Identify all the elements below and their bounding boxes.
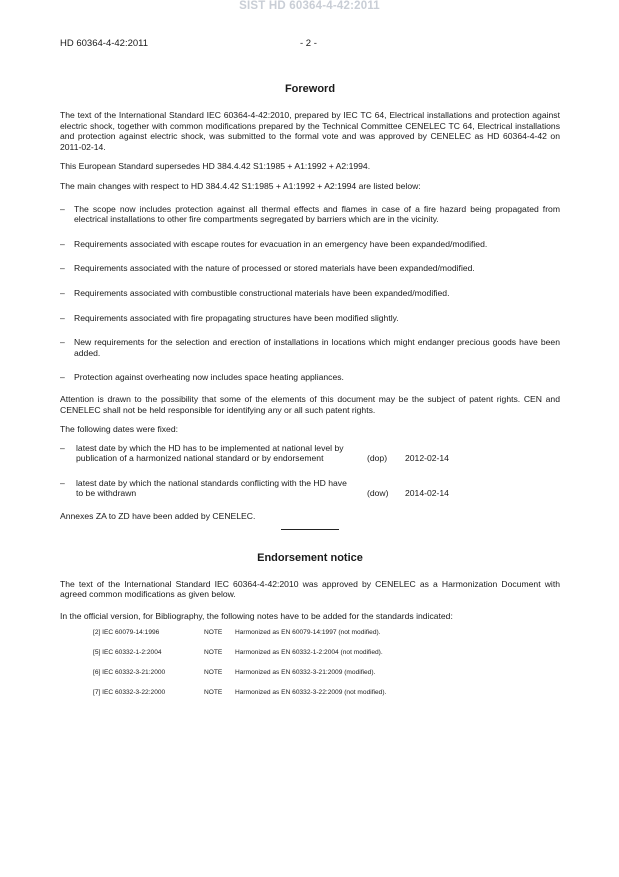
dash-bullet: – — [60, 442, 65, 453]
note-row — [60, 689, 560, 709]
list-item-text: Requirements associated with combustible constructional materials have been expanded/modified. — [74, 287, 450, 298]
list-item-text: New requirements for the selection and erection of installations in locations which might endanger precious goods have been added. — [74, 337, 560, 358]
foreword-title: Foreword — [284, 83, 336, 95]
foreword-paragraph-3: The main changes with respect to HD 384.4.42 S1:1985 + A1:1992 + A2:1994 are listed below: — [60, 180, 421, 191]
date-code: (dop) — [367, 453, 388, 464]
endorsement-title: Endorsement notice — [257, 551, 363, 564]
note-reference: [6] IEC 60332-3-21:2000 — [93, 669, 166, 677]
note-row — [60, 669, 560, 689]
dates-list — [60, 443, 560, 499]
date-value: 2014-02-14 — [405, 488, 449, 499]
note-text: Harmonized as EN 60332-3-21:2009 (modified). — [235, 669, 376, 677]
list-item — [60, 288, 560, 299]
list-item — [60, 239, 560, 250]
date-row-dow — [60, 478, 560, 499]
header-doc-id: HD 60364-4-42:2011 — [60, 38, 149, 49]
endorsement-paragraph-2: In the official version, for Bibliography, the following notes have to be added for the standards indicated: — [60, 610, 453, 621]
note-text: Harmonized as EN 60332-3-22:2009 (not modified). — [235, 689, 387, 697]
list-item-text: Requirements associated with the nature of processed or stored materials have been expanded/modified. — [74, 263, 475, 274]
note-text: Harmonized as EN 60332-1-2:2004 (not modified). — [235, 649, 383, 657]
note-row — [60, 629, 560, 649]
dash-bullet: – — [60, 372, 65, 383]
watermark: SIST HD 60364-4-42:2011 — [239, 0, 380, 12]
dash-bullet: – — [60, 337, 65, 348]
list-item — [60, 337, 560, 358]
list-item — [60, 204, 560, 225]
list-item — [60, 313, 560, 324]
foreword-paragraph-5: The following dates were fixed: — [60, 424, 178, 435]
list-item — [60, 263, 560, 274]
list-item-text: The scope now includes protection against all thermal effects and flames in case of a fire hazard being propagated from electrical installations to other fire compartments segregated by barriers which are in the vicinity. — [74, 203, 560, 225]
list-item-text: Requirements associated with fire propagating structures have been modified slightly. — [74, 312, 399, 323]
note-keyword: NOTE — [204, 669, 223, 677]
note-keyword: NOTE — [204, 689, 223, 697]
foreword-paragraph-4: Attention is drawn to the possibility that some of the elements of this document may be the subject of patent rights. CEN and CENELEC shall not be held responsible for identifying any or all such patent rights. — [60, 393, 560, 415]
dash-bullet: – — [60, 312, 65, 323]
dash-bullet: – — [60, 203, 65, 214]
dash-bullet: – — [60, 263, 65, 274]
date-description: latest date by which the national standards conflicting with the HD have to be withdrawn — [76, 477, 347, 499]
date-row-dop — [60, 443, 560, 464]
note-text: Harmonized as EN 60079-14:1997 (not modified). — [235, 629, 381, 637]
header-page-number: - 2 - — [300, 38, 317, 49]
note-keyword: NOTE — [204, 629, 223, 637]
note-row — [60, 649, 560, 669]
changes-list — [60, 204, 560, 383]
foreword-paragraph-6: Annexes ZA to ZD have been added by CENELEC. — [60, 511, 256, 522]
dash-bullet: – — [60, 477, 65, 488]
foreword-paragraph-1: The text of the International Standard IEC 60364-4-42:2010, prepared by IEC TC 64, Electrical installations and protection against electric shock, together with common modifications prepared by the Technical Committee CENELEC TC 64, Electrical installations and protection against electric shock, was submitted to the formal vote and was approved by CENELEC as HD 60364-4-42 on 2011-02-14. — [60, 110, 560, 152]
list-item-text: Requirements associated with escape routes for evacuation in an emergency have been expanded/modified. — [74, 238, 488, 249]
date-description: latest date by which the HD has to be implemented at national level by publication of a harmonized national standard or by endorsement — [76, 442, 344, 464]
list-item-text: Protection against overheating now includes space heating appliances. — [74, 372, 344, 383]
endorsement-paragraph-1: The text of the International Standard IEC 60364-4-42:2010 was approved by CENELEC as a Harmonization Document with agreed common modifications as given below. — [60, 578, 560, 600]
foreword-paragraph-2: This European Standard supersedes HD 384.4.42 S1:1985 + A1:1992 + A2:1994. — [60, 161, 371, 172]
section-divider — [281, 529, 339, 530]
list-item — [60, 372, 560, 383]
date-code: (dow) — [367, 488, 389, 499]
bibliography-notes — [60, 629, 560, 709]
page-content — [60, 83, 560, 709]
note-keyword: NOTE — [204, 649, 223, 657]
dash-bullet: – — [60, 238, 65, 249]
note-reference: [5] IEC 60332-1-2:2004 — [93, 649, 162, 657]
dash-bullet: – — [60, 287, 65, 298]
note-reference: [7] IEC 60332-3-22:2000 — [93, 689, 166, 697]
date-value: 2012-02-14 — [405, 453, 449, 464]
note-reference: [2] IEC 60079-14:1996 — [93, 629, 160, 637]
